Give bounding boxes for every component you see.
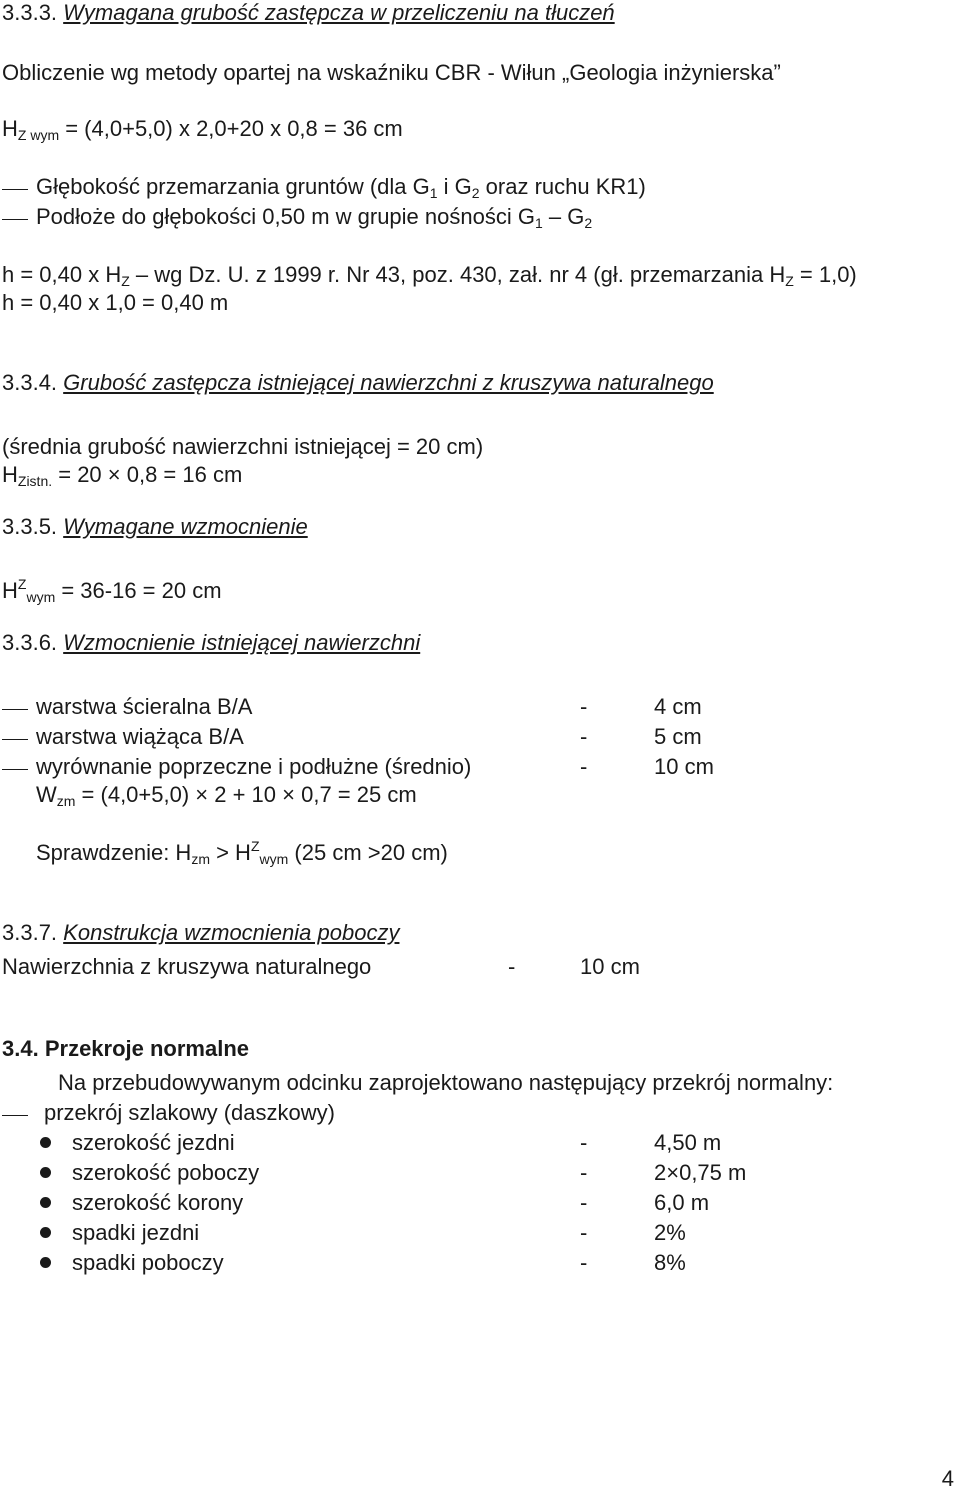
- param-label: spadki poboczy: [72, 1250, 224, 1275]
- dash-bullet: [2, 769, 28, 770]
- bullet-dot: [40, 1137, 51, 1148]
- section-number: 3.3.4.: [2, 370, 58, 395]
- section-heading-3-4: [2, 1036, 249, 1062]
- intro-line: Na przebudowywanym odcinku zaprojektowano następujący przekrój normalny:: [58, 1070, 834, 1095]
- section-title: Wymagane wzmocnienie: [63, 514, 308, 539]
- section-title: Grubość zastępcza istniejącej nawierzchni z kruszywa naturalnego: [63, 370, 714, 395]
- layer-sep: -: [580, 724, 588, 749]
- param-sep: -: [580, 1190, 588, 1215]
- section-number: 3.3.3.: [2, 0, 58, 25]
- shoulder-layer-value: 10 cm: [580, 954, 640, 979]
- method-line: Obliczenie wg metody opartej na wskaźniku CBR - Wiłun „Geologia inżynierska”: [2, 60, 781, 85]
- bullet-subgrade: Podłoże do głębokości 0,50 m w grupie nośności $G_1 - G_2$: [36, 204, 593, 231]
- param-value: 6,0 m: [654, 1190, 710, 1215]
- param-label: spadki jezdni: [72, 1220, 200, 1245]
- note-line: (średnia grubość nawierzchni istniejącej = 20 cm): [2, 434, 484, 459]
- param-value: 4,50 m: [654, 1130, 722, 1155]
- section-number: 3.4.: [2, 1036, 39, 1061]
- section-number: 3.3.6.: [2, 630, 58, 655]
- dash-bullet: [2, 189, 28, 190]
- bullet-dot: [40, 1197, 51, 1208]
- dash-bullet: [2, 739, 28, 740]
- bullet-dot: [40, 1257, 51, 1268]
- param-sep: -: [580, 1160, 588, 1185]
- section-heading-3-3-7: [2, 920, 399, 946]
- section-number: 3.3.5.: [2, 514, 58, 539]
- param-sep: -: [580, 1130, 588, 1155]
- section-title: Konstrukcja wzmocnienia poboczy: [63, 920, 400, 945]
- check-line: Sprawdzenie: $H_{zm} > H^Z_{wym}$ (25 cm >20 cm): [36, 838, 448, 867]
- cross-section-type: przekrój szlakowy (daszkowy): [44, 1100, 335, 1125]
- bullet-dot: [40, 1227, 51, 1238]
- param-label: szerokość jezdni: [72, 1130, 235, 1155]
- layer-label: warstwa wiążąca B/A: [36, 724, 244, 749]
- section-heading-3-3-6: [2, 630, 420, 656]
- param-value: 2%: [654, 1220, 686, 1245]
- section-heading-3-3-3: [2, 0, 615, 26]
- param-label: szerokość korony: [72, 1190, 244, 1215]
- param-sep: -: [580, 1220, 588, 1245]
- layer-value: 5 cm: [654, 724, 702, 749]
- dash-bullet: [2, 219, 28, 220]
- section-title: Wzmocnienie istniejącej nawierzchni: [63, 630, 421, 655]
- formula-h-2: h = 0,40 x 1,0 = 0,40 m: [2, 290, 229, 315]
- shoulder-layer-sep: -: [508, 954, 516, 979]
- formula-required-reinforcement: $H^Z_{wym} = 36-16 = 20$ cm: [2, 576, 222, 605]
- bullet-dot: [40, 1167, 51, 1178]
- formula-wzm: $W_{zm} = (4,0+5,0) \times 2 + 10 \times 0,7 = 25$ cm: [36, 782, 417, 809]
- layer-label: warstwa ścieralna B/A: [36, 694, 253, 719]
- layer-label: wyrównanie poprzeczne i podłużne (średnio): [36, 754, 472, 779]
- shoulder-layer-label: Nawierzchnia z kruszywa naturalnego: [2, 954, 372, 979]
- param-label: szerokość poboczy: [72, 1160, 260, 1185]
- layer-value: 4 cm: [654, 694, 702, 719]
- formula-hz-wym: $H_{Z wym} = (4,0+5,0)$ x 2,0+20 x 0,8 = 36 cm: [2, 116, 403, 143]
- layer-sep: -: [580, 754, 588, 779]
- layer-value: 10 cm: [654, 754, 714, 779]
- section-heading-3-3-5: [2, 514, 308, 540]
- dash-bullet: [2, 1115, 28, 1116]
- page-number: 4: [941, 1466, 954, 1491]
- formula-h-1: h = 0,40 x $H_Z$ – wg Dz. U. z 1999 r. Nr 43, poz. 430, zał. nr 4 (gł. przemarzania $H_Z = 1,0$): [2, 262, 857, 289]
- section-heading-3-3-4: [2, 370, 714, 396]
- param-value: 2×0,75 m: [654, 1160, 747, 1185]
- param-sep: -: [580, 1250, 588, 1275]
- section-title: Wymagana grubość zastępcza w przeliczeniu na tłuczeń: [63, 0, 615, 25]
- layer-sep: -: [580, 694, 588, 719]
- param-value: 8%: [654, 1250, 686, 1275]
- section-title: Przekroje normalne: [44, 1036, 250, 1061]
- formula-hz-istn: $H_{Zistn.} = 20 \times 0,8 = 16$ cm: [2, 462, 243, 489]
- bullet-frost-depth: Głębokość przemarzania gruntów (dla $G_1$ i $G_2$ oraz ruchu KR1): [36, 174, 646, 201]
- section-number: 3.3.7.: [2, 920, 58, 945]
- dash-bullet: [2, 709, 28, 710]
